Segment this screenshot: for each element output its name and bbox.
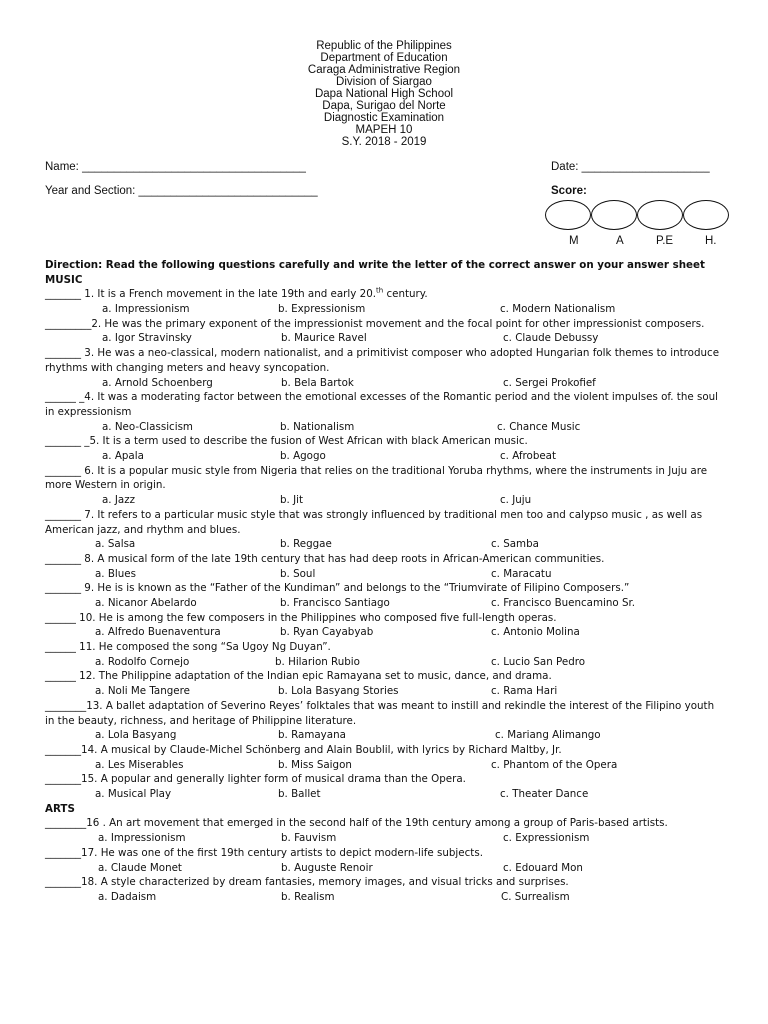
answer-option: b. Jit (280, 494, 304, 507)
options-row (45, 537, 725, 552)
options-row (45, 302, 725, 317)
answer-option: b. Maurice Ravel (281, 332, 367, 345)
score-label-h: H. (705, 235, 717, 247)
question-text: _______ 7. It refers to a particular music style that was strongly influenced by traditional men too and calypso music , as well as American jazz, and rhythm and blues. (45, 508, 703, 536)
answer-option: a. Musical Play (95, 788, 172, 801)
options-row (45, 787, 725, 802)
question-stem (45, 816, 725, 831)
school-header (0, 40, 768, 148)
exam-body (45, 258, 725, 905)
question-stem (45, 317, 725, 332)
answer-option: C. Surrealism (501, 890, 570, 903)
answer-option: c. Afrobeat (500, 450, 557, 463)
options-row (45, 376, 725, 391)
answer-option: c. Sergei Prokofief (503, 376, 596, 389)
answer-option: c. Mariang Alimango (495, 729, 601, 742)
question-text: _______15. A popular and generally lighter form of musical drama than the Opera. (45, 773, 466, 786)
header-line: Republic of the Philippines (316, 40, 452, 52)
question-text: _______ _5. It is a term used to describe the fusion of West African with black American music. (45, 435, 528, 448)
question-stem (45, 508, 725, 537)
score-circle-arts (591, 200, 637, 230)
question-stem (45, 640, 725, 655)
question-stem (45, 875, 725, 890)
options-row (45, 331, 725, 346)
question-stem (45, 434, 725, 449)
answer-option: b. Auguste Renoir (281, 861, 373, 874)
question-stem (45, 669, 725, 684)
answer-option: b. Soul (280, 567, 316, 580)
options-row (45, 758, 725, 773)
answer-option: c. Modern Nationalism (500, 303, 616, 316)
question-stem (45, 772, 725, 787)
answer-option: a. Impressionism (98, 832, 186, 845)
options-row (45, 890, 725, 905)
arts-questions (45, 816, 725, 904)
question-stem (45, 346, 725, 375)
answer-option: c. Claude Debussy (503, 332, 599, 345)
answer-option: c. Expressionism (503, 832, 590, 845)
header-line: S.Y. 2018 - 2019 (341, 136, 427, 148)
options-row (45, 449, 725, 464)
answer-option: a. Noli Me Tangere (95, 685, 190, 698)
question-stem (45, 464, 725, 493)
direction (45, 258, 725, 273)
answer-option: a. Rodolfo Cornejo (95, 655, 190, 668)
header-line: Division of Siargao (336, 76, 432, 88)
answer-option: b. Ramayana (278, 729, 346, 742)
options-row (45, 728, 725, 743)
answer-option: c. Rama Hari (491, 685, 558, 698)
answer-option: c. Lucio San Pedro (491, 655, 586, 668)
header-line: Dapa, Surigao del Norte (322, 100, 446, 112)
name-field: Name: ___________________________________ (45, 161, 306, 173)
question-stem (45, 581, 725, 596)
score-label: Score: (551, 185, 587, 197)
question-stem (45, 390, 725, 419)
answer-option: c. Samba (491, 538, 539, 551)
answer-option: a. Neo-Classicism (102, 420, 193, 433)
answer-option: b. Hilarion Rubio (275, 655, 360, 668)
answer-option: a. Nicanor Abelardo (95, 597, 197, 610)
options-row (45, 420, 725, 435)
question-text-after: century. (383, 288, 428, 301)
question-text: _______ 3. He was a neo-classical, modern nationalist, and a primitivist composer who adopted Hungarian folk themes to introduce rhythms with changing meters and heavy syncopation. (45, 347, 720, 374)
header-line: Caraga Administrative Region (307, 64, 461, 76)
superscript: th (376, 286, 384, 295)
header-line: Department of Education (320, 52, 448, 64)
question-stem (45, 699, 725, 728)
question-text: _______ 9. He is is known as the “Father of the Kundiman” and belongs to the “Triumvirate of Filipino Composers.” (45, 582, 630, 595)
answer-option: c. Chance Music (497, 420, 581, 433)
music-questions (45, 287, 725, 801)
answer-option: b. Bela Bartok (281, 376, 354, 389)
question-text: _________2. He was the primary exponent of the impressionist movement and the focal point for other impressionist composers. (45, 317, 705, 330)
answer-option: c. Francisco Buencamino Sr. (491, 597, 636, 610)
question-text: ______ _4. It was a moderating factor between the emotional excesses of the Romantic period and the violent impulses of. the soul in expressionism (45, 391, 719, 418)
answer-option: b. Francisco Santiago (280, 597, 390, 610)
answer-option: c. Antonio Molina (491, 626, 580, 639)
answer-option: a. Claude Monet (98, 861, 182, 874)
answer-option: b. Reggae (280, 538, 332, 551)
score-label-m: M (569, 235, 579, 247)
question-text: _______ 6. It is a popular music style from Nigeria that relies on the traditional Yoruba rhythms, where the instruments in Juju are more Western in origin. (45, 464, 708, 492)
answer-option: c. Edouard Mon (503, 861, 583, 874)
question-text: _______17. He was one of the first 19th century artists to depict modern-life subjects. (45, 846, 483, 859)
score-circle-music (545, 200, 591, 230)
options-row (45, 567, 725, 582)
answer-option: a. Jazz (102, 494, 136, 507)
options-row (45, 684, 725, 699)
options-row (45, 861, 725, 876)
score-circles (545, 200, 745, 232)
options-row (45, 655, 725, 670)
question-text: _______ 8. A musical form of the late 19th century that has had deep roots in African-American communities. (45, 552, 605, 565)
score-label-pe: P.E (656, 235, 674, 247)
answer-option: a. Les Miserables (95, 758, 184, 771)
year-section-field: Year and Section: ____________________________ (45, 185, 318, 197)
section-arts: ARTS (45, 802, 75, 815)
answer-option: a. Arnold Schoenberg (102, 376, 213, 389)
question-text: ________13. A ballet adaptation of Severino Reyes’ folktales that was meant to instill and rekindle the interest of the Filipino youth in the beauty, richness, and heritage of Philippine literature. (45, 699, 715, 727)
options-row (45, 625, 725, 640)
question-stem (45, 611, 725, 626)
header-line: Dapa National High School (314, 88, 454, 100)
question-text: _______14. A musical by Claude-Michel Schönberg and Alain Boublil, with lyrics by Richard Maltby, Jr. (45, 743, 562, 756)
question-text: ______ 12. The Philippine adaptation of the Indian epic Ramayana set to music, dance, and drama. (45, 670, 552, 683)
answer-option: a. Dadaism (98, 890, 157, 903)
question-text: _______ 1. It is a French movement in the late 19th and early 20. (45, 288, 377, 301)
question-stem (45, 743, 725, 758)
answer-option: a. Apala (102, 450, 144, 463)
answer-option: a. Salsa (95, 538, 136, 551)
options-row (45, 831, 725, 846)
question-text: ______ 10. He is among the few composers in the Philippines who composed five full-length operas. (45, 611, 557, 624)
answer-option: b. Ryan Cayabyab (280, 626, 374, 639)
answer-option: b. Miss Saigon (278, 758, 352, 771)
answer-option: a. Alfredo Buenaventura (95, 626, 221, 639)
answer-option: b. Realism (281, 890, 335, 903)
answer-option: a. Impressionism (102, 303, 190, 316)
answer-option: b. Nationalism (280, 420, 355, 433)
options-row (45, 596, 725, 611)
direction-text: Direction: Read the following questions carefully and write the letter of the correct answer on your answer sheet (45, 259, 705, 271)
score-circle-pe (637, 200, 683, 230)
question-stem (45, 552, 725, 567)
answer-option: c. Phantom of the Opera (491, 758, 618, 771)
question-stem (45, 287, 725, 302)
options-row (45, 493, 725, 508)
question-text: _______18. A style characterized by dream fantasies, memory images, and visual tricks and surprises. (45, 876, 569, 889)
answer-option: b. Lola Basyang Stories (278, 685, 399, 698)
answer-option: a. Lola Basyang (95, 729, 177, 742)
date-field: Date: ____________________ (551, 161, 710, 173)
answer-option: a. Blues (95, 567, 137, 580)
question-stem (45, 846, 725, 861)
answer-option: c. Maracatu (491, 567, 552, 580)
header-line: Diagnostic Examination (323, 112, 445, 124)
section-music: MUSIC (45, 273, 83, 286)
score-circle-health (683, 200, 729, 230)
answer-option: c. Juju (500, 494, 532, 507)
question-text: ______ 11. He composed the song “Sa Ugoy Ng Duyan”. (45, 641, 331, 654)
answer-option: c. Theater Dance (500, 788, 589, 801)
answer-option: b. Agogo (280, 450, 326, 463)
score-label-a: A (616, 235, 624, 247)
answer-option: b. Fauvism (281, 832, 337, 845)
header-line: MAPEH 10 (355, 124, 413, 136)
answer-option: a. Igor Stravinsky (102, 332, 192, 345)
question-text: ________16 . An art movement that emerged in the second half of the 19th century among a group of Paris-based artists. (45, 817, 668, 830)
answer-option: b. Ballet (278, 788, 321, 801)
answer-option: b. Expressionism (278, 303, 366, 316)
